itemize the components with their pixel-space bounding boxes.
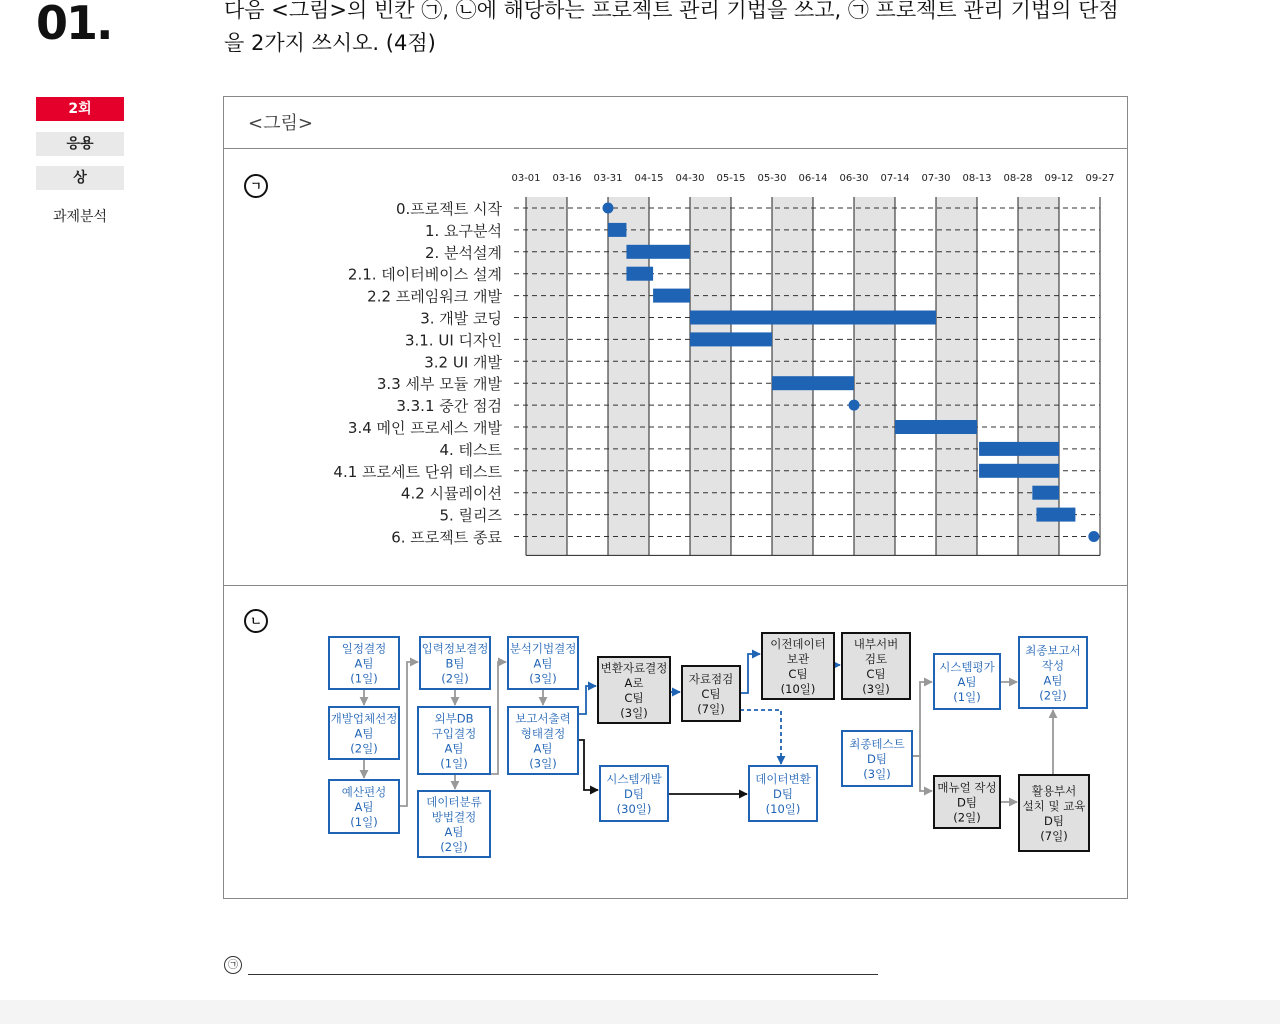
- blank-marker-a: ㄱ: [244, 174, 268, 198]
- network-node-text: (10일): [780, 682, 816, 696]
- network-node-text: (1일): [440, 756, 468, 771]
- blank-marker-b: ㄴ: [244, 609, 268, 633]
- gantt-bar: [979, 464, 1059, 478]
- network-node-text: A팀: [533, 656, 553, 671]
- network-node-text: A팀: [444, 825, 464, 839]
- answer-marker: ㉠: [224, 956, 242, 974]
- gantt-date-label: 04-15: [634, 173, 664, 184]
- network-node-text: 보관: [786, 652, 810, 666]
- network-edge: [912, 682, 932, 756]
- network-node-text: D팀: [957, 795, 977, 810]
- network-edge: [740, 654, 760, 693]
- network-node: [418, 791, 490, 857]
- network-node-text: (1일): [350, 815, 378, 829]
- network-node-text: 최종테스트: [849, 737, 905, 751]
- network-node-text: D팀: [1044, 814, 1064, 828]
- network-node-text: (7일): [697, 702, 725, 716]
- gantt-bar: [1032, 486, 1059, 500]
- question-number: 01.: [36, 0, 112, 50]
- network-node-text: 매뉴얼 작성: [937, 780, 997, 795]
- category-badge: 응용: [36, 132, 124, 156]
- network-node-text: (2일): [1039, 688, 1067, 703]
- network-node-text: (1일): [350, 671, 378, 686]
- gantt-task-label: 3.3.1 중간 점검: [396, 397, 502, 416]
- network-node-text: D팀: [624, 787, 644, 801]
- network-node-text: A팀: [1043, 673, 1063, 688]
- figure-divider-top: [224, 148, 1127, 149]
- topic-label: 과제분석: [52, 209, 108, 225]
- gantt-task-label: 2.2 프레임워크 개발: [367, 287, 502, 306]
- gantt-task-label: 4. 테스트: [439, 440, 502, 459]
- gantt-task-label: 3.2 UI 개발: [424, 353, 502, 372]
- gantt-task-label: 3.4 메인 프로세스 개발: [347, 419, 502, 437]
- network-node-text: D팀: [867, 752, 887, 766]
- footer-band: [0, 1000, 1280, 1024]
- network-diagram: [224, 588, 1124, 888]
- gantt-bar: [608, 223, 626, 237]
- network-node: [508, 637, 578, 689]
- network-node-text: (30일): [616, 802, 652, 816]
- question-text: 다음 <그림>의 빈칸 ㉠, ㉡에 해당하는 프로젝트 관리 기법을 쓰고, ㉠ 프로젝트 관리 기법의 단점을 2가지 쓰시오. (4점): [224, 0, 1119, 55]
- gantt-shade-col: [690, 197, 731, 555]
- network-node: [420, 637, 490, 689]
- network-node-text: 작성: [1041, 658, 1065, 673]
- gantt-milestone: [603, 203, 614, 214]
- gantt-bar: [979, 442, 1059, 456]
- figure-title: <그림>: [248, 113, 313, 134]
- gantt-task-label: 2. 분석설계: [424, 243, 502, 262]
- network-node-text: D팀: [773, 787, 793, 801]
- gantt-bar: [690, 332, 772, 346]
- network-node-text: C팀: [624, 691, 644, 705]
- network-node-text: C팀: [701, 687, 721, 701]
- gantt-task-label: 0.프로젝트 시작: [395, 200, 502, 218]
- network-node-text: 변환자료결정: [600, 661, 668, 675]
- network-node: [682, 666, 740, 721]
- network-node-text: A팀: [444, 741, 464, 756]
- gantt-shade-col: [936, 197, 977, 555]
- network-node-text: 이전데이터: [770, 637, 826, 651]
- network-node-text: 데이터분류: [426, 795, 482, 809]
- gantt-shade-col: [526, 197, 567, 555]
- network-node-text: (7일): [1040, 829, 1068, 843]
- gantt-date-label: 06-30: [839, 173, 869, 184]
- network-node: [418, 707, 490, 774]
- network-node-text: 일정결정: [341, 641, 387, 656]
- network-node-text: 입력정보결정: [421, 641, 489, 656]
- network-node-text: A팀: [533, 741, 553, 756]
- gantt-date-label: 04-30: [675, 173, 705, 184]
- gantt-date-label: 03-01: [511, 173, 541, 184]
- level-badge: 상: [36, 166, 124, 190]
- network-node-text: C팀: [788, 667, 808, 681]
- gantt-shade-col: [1018, 197, 1059, 555]
- gantt-bar: [626, 267, 653, 281]
- gantt-bar: [626, 245, 690, 259]
- gantt-milestone: [849, 400, 860, 411]
- network-node: [329, 780, 399, 833]
- network-node: [842, 731, 912, 786]
- network-node-text: (3일): [862, 682, 890, 696]
- gantt-chart: [224, 150, 1124, 580]
- answer-line[interactable]: [248, 974, 878, 975]
- gantt-shade-col: [854, 197, 895, 555]
- network-node: [598, 657, 670, 723]
- network-node-text: 시스템평가: [939, 660, 995, 674]
- network-node-text: 데이터변환: [755, 772, 811, 786]
- network-node-text: A팀: [354, 800, 374, 814]
- gantt-task-label: 2.1. 데이터베이스 설계: [347, 265, 502, 284]
- gantt-date-label: 03-16: [552, 173, 582, 184]
- network-node-text: 자료점검: [688, 672, 734, 686]
- network-node: [762, 633, 834, 699]
- gantt-task-label: 3.3 세부 모듈 개발: [376, 375, 502, 394]
- network-node-text: A팀: [354, 726, 374, 741]
- network-node: [934, 654, 1000, 709]
- gantt-bar: [690, 311, 936, 325]
- network-node-text: 외부DB: [434, 711, 474, 726]
- network-edge: [912, 756, 932, 791]
- network-node-text: 검토: [864, 652, 888, 666]
- network-node-text: 예산편성: [341, 785, 387, 799]
- network-node: [842, 633, 910, 699]
- network-node-text: A팀: [957, 675, 977, 689]
- network-node: [600, 766, 668, 821]
- network-node-text: C팀: [866, 667, 886, 681]
- gantt-date-label: 07-30: [921, 173, 951, 184]
- network-node-text: 내부서버: [853, 637, 899, 651]
- network-node-text: (3일): [863, 767, 891, 781]
- gantt-date-label: 08-28: [1003, 173, 1033, 184]
- gantt-bar: [653, 289, 690, 303]
- network-node-text: (2일): [350, 741, 378, 756]
- gantt-date-label: 05-30: [757, 173, 787, 184]
- network-node-text: B팀: [445, 656, 465, 671]
- network-node: [329, 707, 399, 759]
- network-edge: [490, 662, 506, 774]
- network-node: [749, 766, 817, 821]
- figure-divider-middle: [224, 585, 1127, 586]
- gantt-task-label: 4.2 시뮬레이션: [400, 484, 502, 503]
- gantt-date-label: 03-31: [593, 173, 623, 184]
- network-node: [508, 707, 578, 774]
- gantt-task-label: 3.1. UI 디자인: [404, 331, 502, 350]
- gantt-date-label: 09-12: [1044, 173, 1074, 184]
- network-node-text: 보고서출력: [515, 711, 571, 726]
- gantt-date-label: 06-14: [798, 173, 828, 184]
- network-node-text: 분석기법결정: [509, 641, 577, 656]
- network-edge: [578, 686, 596, 714]
- gantt-milestone: [1088, 531, 1099, 542]
- network-node: [934, 776, 1000, 828]
- network-edge: [399, 662, 418, 806]
- gantt-date-label: 07-14: [880, 173, 910, 184]
- network-edge: [740, 710, 781, 764]
- network-node-text: 형태결정: [520, 726, 566, 741]
- network-node-text: 개발업체선정: [330, 711, 398, 726]
- gantt-task-label: 1. 요구분석: [424, 221, 502, 240]
- network-node-text: (3일): [529, 756, 557, 771]
- gantt-date-label: 05-15: [716, 173, 746, 184]
- gantt-task-label: 3. 개발 코딩: [420, 309, 502, 328]
- gantt-task-label: 4.1 프로세트 단위 테스트: [333, 462, 502, 481]
- network-node-text: A로: [624, 676, 644, 690]
- network-node: [1019, 637, 1087, 708]
- gantt-bar: [772, 376, 854, 390]
- network-node-text: (10일): [765, 802, 801, 816]
- gantt-task-label: 6. 프로젝트 종료: [391, 528, 502, 547]
- network-edge: [578, 740, 598, 790]
- network-node-text: 시스템개발: [606, 772, 662, 786]
- network-node-text: 방법결정: [431, 810, 477, 824]
- network-node: [1019, 775, 1089, 851]
- network-node-text: (3일): [620, 706, 648, 720]
- round-badge: 2회: [36, 97, 124, 121]
- network-node-text: 활용부서: [1031, 784, 1077, 798]
- gantt-date-label: 08-13: [962, 173, 992, 184]
- network-node-text: (3일): [529, 671, 557, 686]
- network-node-text: (1일): [953, 690, 981, 704]
- network-node: [329, 637, 399, 689]
- network-node-text: (2일): [953, 810, 981, 825]
- gantt-bar: [895, 420, 977, 434]
- network-node-text: 설치 및 교육: [1022, 799, 1086, 813]
- network-node-text: 구입결정: [431, 726, 477, 741]
- network-node-text: A팀: [354, 656, 374, 671]
- gantt-date-label: 09-27: [1085, 173, 1115, 184]
- network-node-text: (2일): [440, 840, 468, 854]
- network-node-text: (2일): [441, 671, 469, 686]
- gantt-bar: [1036, 508, 1075, 522]
- gantt-task-label: 5. 릴리즈: [439, 506, 502, 525]
- network-node-text: 최종보고서: [1025, 643, 1081, 658]
